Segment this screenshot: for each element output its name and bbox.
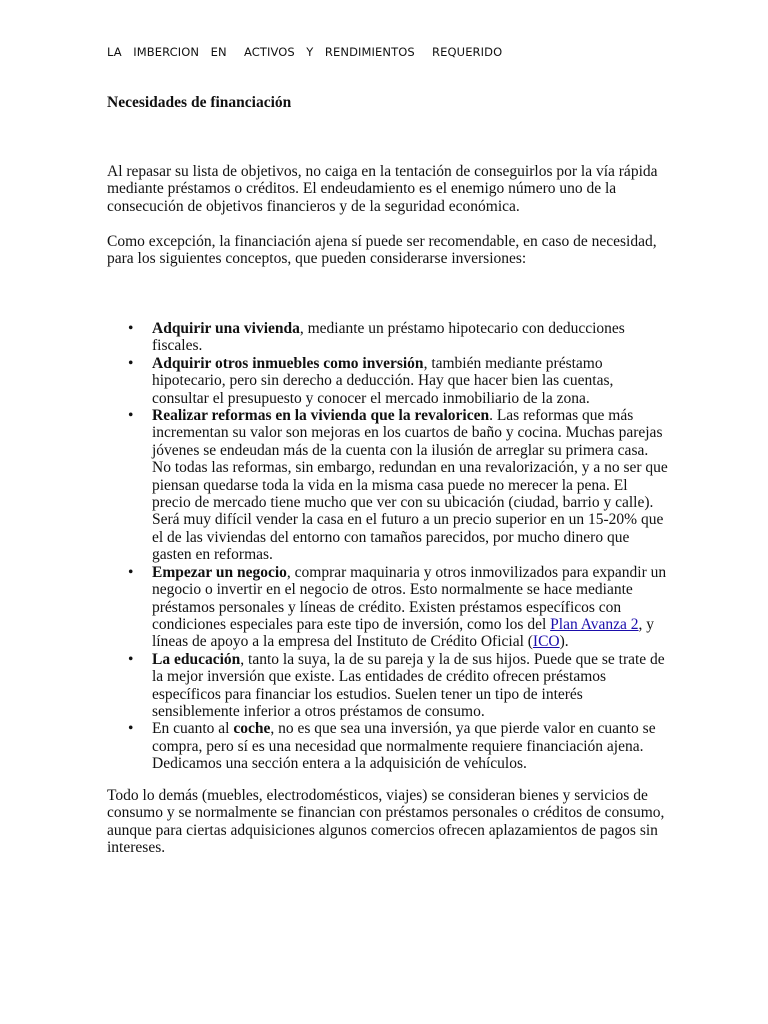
list-item-negocio	[128, 564, 668, 651]
list-item-text: , mediante un préstamo hipotecario con deducciones fiscales.	[152, 320, 625, 355]
list-item-educacion	[128, 651, 668, 721]
list-item-text: , tanto la suya, la de su pareja y la de sus hijos. Puede que se trate de la mejor inversión que existe. Las entidades de crédito ofrecen préstamos específicos para financiar los estudios. Suelen tener un tipo de interés sensiblemente inferior a otros préstamos de consumo.	[152, 650, 665, 720]
list-item-reformas	[128, 407, 668, 564]
list-item-text: En cuanto al	[152, 720, 234, 738]
bullet-icon: •	[128, 320, 134, 337]
bullet-icon: •	[128, 650, 134, 668]
list-item-bold: Realizar reformas en la vivienda que la revaloricen	[152, 407, 490, 425]
list-item-text: . Las reformas que más incrementan su valor son mejoras en los cuartos de baño y cocina. Muchas parejas jóvenes se endeudan más de la cuenta con la ilusión de arreglar su primera casa. No todas las reformas, sin embargo, redundan en una revalorización, y a no ser que piensan quedarse toda la vida en la misma casa puede no merecer la pena. El precio de mercado tiene mucho que ver con su ubicación (ciudad, barrio y calle). Será muy difícil vender la casa en el futuro a un precio superior en un 15-20% que el de las viviendas del entorno con tamaños parecidos, por mucho dinero que gasten en reformas.	[152, 407, 668, 564]
list-item-inmuebles	[128, 355, 668, 407]
paragraph-intro: Al repasar su lista de objetivos, no caiga en la tentación de conseguirlos por la vía rápida mediante préstamos o créditos. El endeudamiento es el enemigo número uno de la consecución de objetivos financieros y de la seguridad económica.	[107, 163, 658, 215]
list-item-vivienda	[128, 320, 668, 355]
bullet-icon: •	[128, 563, 134, 581]
list-item-text: , comprar maquinaria y otros inmovilizados para expandir un negocio o invertir en el negocio de otros. Esto normalmente se hace mediante préstamos personales y líneas de crédito. Existen préstamos específicos con condiciones especiales para este tipo de inversión, como los del	[152, 563, 667, 633]
bullet-icon: •	[128, 720, 134, 738]
paragraph-closing: Todo lo demás (muebles, electrodomésticos, viajes) se consideran bienes y servicios de consumo y se normalmente se financian con préstamos personales o créditos de consumo, aunque para ciertas adquisiciones algunos comercios ofrecen aplazamientos de pagos sin intereses.	[107, 787, 665, 857]
list-item-bold: Empezar un negocio	[152, 563, 287, 581]
plan-avanza-link[interactable]: Plan Avanza 2	[550, 615, 639, 633]
list-item-text: , y líneas de apoyo a la empresa del Instituto de Crédito Oficial (	[152, 615, 655, 651]
list-item-bold: coche	[233, 720, 271, 738]
investment-list	[128, 320, 668, 773]
bullet-icon: •	[128, 354, 134, 372]
list-item-bold: Adquirir una vivienda	[152, 320, 300, 337]
ico-link[interactable]: ICO	[532, 633, 560, 651]
paragraph-exception: Como excepción, la financiación ajena sí puede ser recomendable, en caso de necesidad, para los siguientes conceptos, que pueden considerarse inversiones:	[107, 233, 657, 268]
list-item-text: , también mediante préstamo hipotecario, pero sin derecho a deducción. Hay que hacer bien las cuentas, consultar el presupuesto y conocer el mercado inmobiliario de la zona.	[152, 354, 614, 407]
section-title: Necesidades de financiación	[107, 94, 292, 111]
list-item-text: , no es que sea una inversión, ya que pierde valor en cuanto se compra, pero sí es una necesidad que normalmente requiere financiación ajena. Dedicamos una sección entera a la adquisición de vehículos.	[152, 720, 656, 773]
list-item-text: ).	[559, 633, 569, 651]
document-header: LA IMBERCION EN ACTIVOS Y RENDIMIENTOS REQUERIDO	[107, 45, 503, 59]
list-item-bold: Adquirir otros inmuebles como inversión	[152, 354, 424, 372]
list-item-coche	[128, 720, 668, 772]
list-item-bold: La educación	[152, 650, 241, 668]
bullet-icon: •	[128, 407, 134, 425]
